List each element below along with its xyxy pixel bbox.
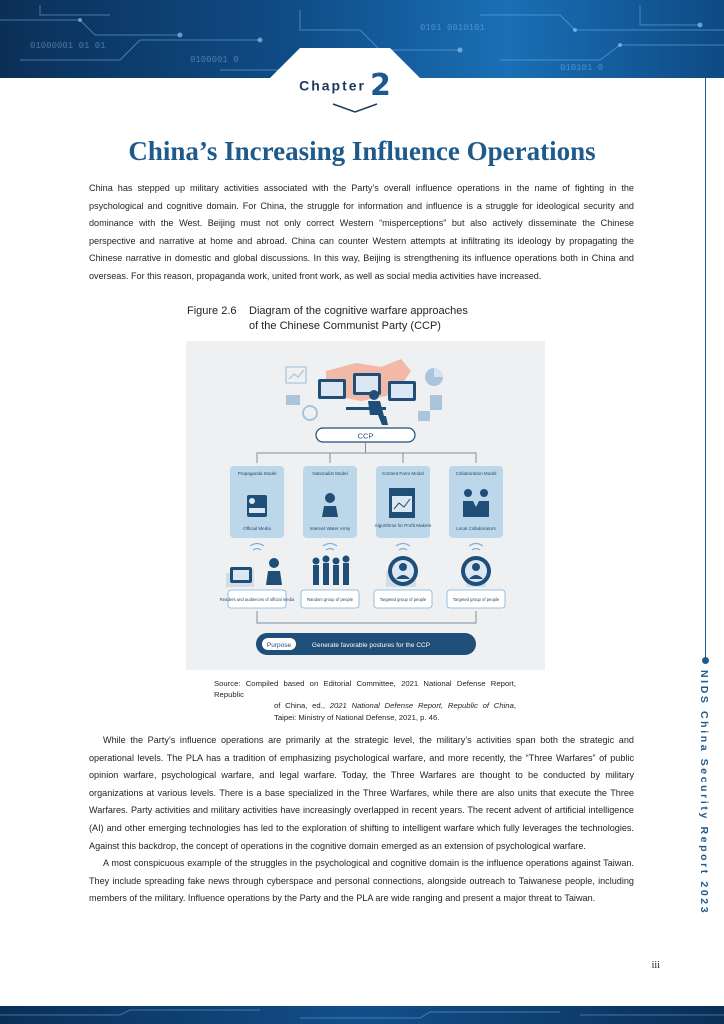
crowd-icon [313,556,350,586]
model-actor: Algorithms for Profit Makers [374,523,432,528]
skyline-icon [226,567,486,587]
model-box-2 [303,466,357,538]
model-actor: Official Media [243,526,271,531]
figure-caption [187,304,547,334]
radio-icon [247,495,267,517]
body-paragraph-2: While the Party’s influence operations are primarily at the strategic level, the military’s activities span both the strategic and operational levels. The PLA has a tradition of emphasizing psychological warfare, and more recently, the “Three Warfares” of public opinion warfare, psychological warfare, and legal warfare. Today, the Three Warfares are thought to be conducted by military organizations at various levels. There is a base specialized in the Three Warfares, while there are also units that execute the Three Warfares. Party activities and military activities have increasingly overlapped in recent years. The recent advent of artificial intelligence (AI) and other emerging technologies has led to the exploration of shifting to intelligent warfare which fully leverages the technologies. Against this backdrop, the concept of operations in the cognitive domain emerged as an extension of psychological warfare. [89,735,634,851]
chevron-down-icon [331,101,379,115]
signal-icons [250,544,483,551]
purpose-text: Generate favorable postures for the CCP [311,642,431,649]
target-label: Readers and audiences of official media [219,597,295,602]
pie-chart-icon [425,368,443,386]
target-label: Targeted group of people [452,597,500,602]
chapter-word: Chapter [299,77,367,94]
body-paragraph-1: China has stepped up military activities associated with the Party’s overall influence operations in the name of fighting in the psychological and cognitive domain. For China, the struggle for information and influence is a struggle for ideological security and dominance with the West. Beijing must not only correct Western “misperceptions” but also actively disseminate the Chinese perspective and narrative at home and abroad. China can counter Western attempts at infiltrating its ideology by propagating the Chinese narrative in domestic and global discussions. In this way, Beijing is strengthening its influence operations both in China and overseas. For this reason, propaganda work, united front work, as well as social media activities have increased. [89,183,634,281]
source-rest-b: , Taipei: Ministry of National Defense, 2021, p. 46. [274,701,516,722]
source-rest [214,700,516,722]
chapter-heading [270,68,420,103]
figure-caption-line1: Diagram of the cognitive warfare approaches [249,305,468,317]
target-box-2 [301,590,359,608]
model-title: Propaganda Model [237,471,277,476]
body-paragraph-3: A most conspicuous example of the struggles in the psychological and cognitive domain is the influence operations against Taiwan. They include spreading fake news through cyberspace and personal connections, alongside outreach to Taiwanese people, including members of the military. Influence operations by the Party and the PLA are wide ranging and present a major threat to Taiwan. [89,858,634,904]
model-actor: Local Collaborators [456,526,496,531]
svg-text:0101 0010101: 0101 0010101 [420,23,485,33]
footer-banner [0,1006,724,1024]
target-label: Targeted group of people [379,597,427,602]
svg-text:01000001 01 01: 01000001 01 01 [30,41,106,51]
model-box-3 [375,466,432,538]
page-title: China’s Increasing Influence Operations [128,136,596,166]
chapter-tab [270,48,420,103]
purpose-bar [256,633,476,655]
tv-viewer-icon [230,558,282,585]
running-side-title: NIDS China Security Report 2023 [698,670,710,916]
figure-number: Figure 2.6 [187,305,237,317]
chart-icon [286,367,306,383]
model-box-1 [230,466,284,538]
svg-text:010101 0: 010101 0 [560,63,604,73]
target-person-icon [461,556,491,586]
content-farm-icon [389,488,415,518]
model-title: Content Farm Model [382,471,424,476]
cognitive-warfare-diagram [186,341,545,670]
gauge-icon [303,406,317,420]
target-label: Random group of people [306,597,354,602]
model-actor: Internet Water Army [309,526,351,531]
model-box-4 [449,466,503,538]
figure-source [214,678,516,723]
ccp-label: CCP [357,431,374,441]
diagram-canvas [186,341,545,670]
folder-icon [286,395,300,405]
source-rest-a: of China, ed., [274,701,330,711]
target-box-4 [447,590,505,608]
purpose-label: Purpose [266,642,292,649]
page-number: iii [651,960,660,971]
figure-caption-line2: of the Chinese Communist Party (CCP) [249,320,441,332]
source-lead: Source: Compiled based on Editorial Committee, 2021 National Defense Report, Republic [214,679,516,700]
model-title: Nationalist Model [312,471,348,476]
target-box-3 [374,590,432,608]
target-person-icon [388,556,418,586]
model-title: Collaboration Model [455,471,497,476]
source-title: 2021 National Defense Report, Republic of China [329,701,514,711]
footer-circuit-pattern [0,1006,724,1024]
document-icon [430,395,442,410]
chapter-number: 2 [370,68,391,103]
side-dot [702,657,709,664]
calendar-icon [418,411,430,421]
svg-text:0100001 0: 0100001 0 [190,55,239,65]
purpose-bracket [257,611,476,623]
diagram-connectors [257,442,476,463]
side-rule [705,78,706,658]
target-box-1 [220,590,295,608]
